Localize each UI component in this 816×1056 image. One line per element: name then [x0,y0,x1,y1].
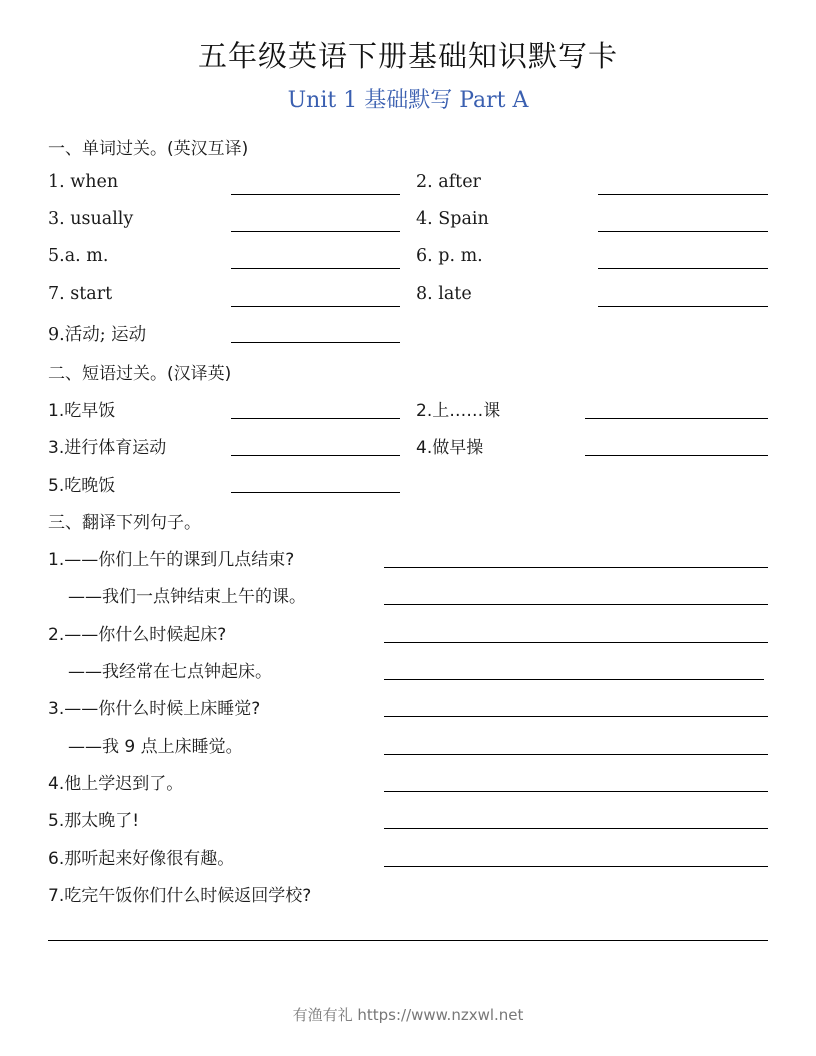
footer-watermark: 有渔有礼 https://www.nzxwl.net [292,1006,524,1024]
vocab-item-8: 8. late [416,284,472,304]
sentence-item-3q: 3.——你什么时候上床睡觉? [48,699,261,719]
answer-line-vocab-5[interactable] [231,268,400,269]
answer-line-vocab-4[interactable] [598,231,768,232]
answer-line-sentence-6[interactable] [384,866,768,867]
phrase-item-1: 1.吃早饭 [48,401,116,421]
sentence-item-4: 4.他上学迟到了。 [48,774,184,794]
vocab-item-9: 9.活动; 运动 [48,325,147,345]
phrase-item-5: 5.吃晚饭 [48,476,116,496]
answer-line-vocab-9[interactable] [231,342,400,343]
sentence-item-1q: 1.——你们上午的课到几点结束? [48,550,295,570]
vocab-item-4: 4. Spain [416,209,489,229]
answer-line-phrase-1[interactable] [231,418,400,419]
answer-line-phrase-3[interactable] [231,455,400,456]
vocab-item-3: 3. usually [48,209,134,229]
phrase-item-4: 4.做早操 [416,438,484,458]
section2-heading: 二、短语过关。(汉译英) [48,364,232,384]
vocab-item-1: 1. when [48,172,119,192]
sentence-item-1a: ——我们一点钟结束上午的课。 [68,587,306,607]
page-subtitle: Unit 1 基础默写 Part A [287,88,529,113]
vocab-item-5: 5.a. m. [48,246,109,266]
answer-line-sentence-1q[interactable] [384,567,768,568]
answer-line-vocab-7[interactable] [231,306,400,307]
section1-heading: 一、单词过关。(英汉互译) [48,139,249,159]
answer-line-sentence-7[interactable] [48,940,768,941]
vocab-item-2: 2. after [416,172,481,192]
phrase-item-3: 3.进行体育运动 [48,438,167,458]
answer-line-vocab-1[interactable] [231,194,400,195]
answer-line-sentence-2a[interactable] [384,679,764,680]
sentence-item-5: 5.那太晚了! [48,811,140,831]
phrase-item-2: 2.上……课 [416,401,501,421]
answer-line-phrase-5[interactable] [231,492,400,493]
answer-line-sentence-3a[interactable] [384,754,768,755]
vocab-item-6: 6. p. m. [416,246,483,266]
sentence-item-2a: ——我经常在七点钟起床。 [68,662,272,682]
answer-line-sentence-2q[interactable] [384,642,768,643]
vocab-item-7: 7. start [48,284,113,304]
sentence-item-2q: 2.——你什么时候起床? [48,625,227,645]
page-title: 五年级英语下册基础知识默写卡 [197,39,618,73]
sentence-item-3a: ——我 9 点上床睡觉。 [68,737,243,757]
answer-line-sentence-5[interactable] [384,828,768,829]
answer-line-sentence-1a[interactable] [384,604,768,605]
answer-line-vocab-8[interactable] [598,306,768,307]
answer-line-phrase-2[interactable] [585,418,768,419]
answer-line-vocab-2[interactable] [598,194,768,195]
section3-heading: 三、翻译下列句子。 [48,513,201,533]
sentence-item-6: 6.那听起来好像很有趣。 [48,849,235,869]
answer-line-phrase-4[interactable] [585,455,768,456]
answer-line-vocab-6[interactable] [598,268,768,269]
answer-line-sentence-4[interactable] [384,791,768,792]
sentence-item-7: 7.吃完午饭你们什么时候返回学校? [48,886,312,906]
answer-line-vocab-3[interactable] [231,231,400,232]
answer-line-sentence-3q[interactable] [384,716,768,717]
